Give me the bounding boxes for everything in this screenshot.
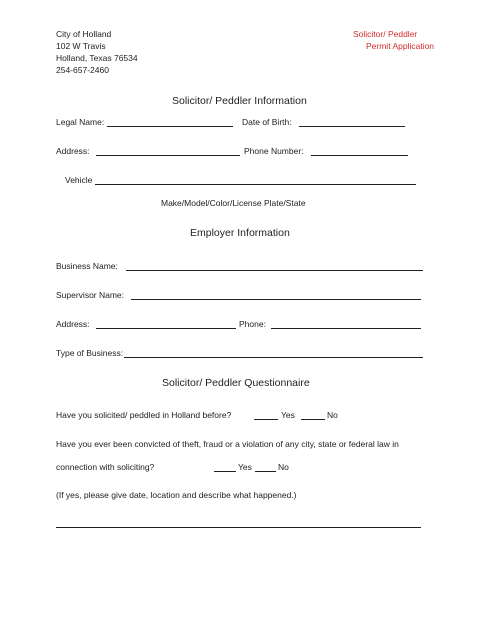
org-name: City of Holland xyxy=(56,29,112,39)
org-address-line1: 102 W Travis xyxy=(56,41,106,51)
vehicle-label: Vehicle xyxy=(65,175,93,185)
dob-label: Date of Birth: xyxy=(242,117,292,127)
question1-no-label: No xyxy=(327,410,338,420)
question1-text: Have you solicited/ peddled in Holland before? xyxy=(56,410,232,420)
business-name-input-line[interactable] xyxy=(126,270,423,271)
address-input-line[interactable] xyxy=(96,155,240,156)
vehicle-hint: Make/Model/Color/License Plate/State xyxy=(161,198,306,208)
employer-phone-input-line[interactable] xyxy=(271,328,421,329)
dob-input-line[interactable] xyxy=(299,126,405,127)
legal-name-input-line[interactable] xyxy=(107,126,233,127)
phone-number-label: Phone Number: xyxy=(244,146,304,156)
business-type-label: Type of Business: xyxy=(56,348,124,358)
employer-address-input-line[interactable] xyxy=(96,328,236,329)
question2-text-line1: Have you ever been convicted of theft, fraud or a violation of any city, state or federal law in xyxy=(56,439,399,449)
supervisor-name-input-line[interactable] xyxy=(131,299,421,300)
doc-title-line2: Permit Application xyxy=(366,41,435,51)
section-title-employer-info: Employer Information xyxy=(190,227,290,239)
employer-phone-label: Phone: xyxy=(239,319,266,329)
business-type-input-line[interactable] xyxy=(124,357,423,358)
vehicle-input-line[interactable] xyxy=(95,184,416,185)
question2-yes-blank[interactable] xyxy=(214,471,236,472)
doc-title-line1: Solicitor/ Peddler xyxy=(353,29,418,39)
supervisor-name-label: Supervisor Name: xyxy=(56,290,125,300)
employer-address-label: Address: xyxy=(56,319,90,329)
section-title-questionnaire: Solicitor/ Peddler Questionnaire xyxy=(162,377,310,389)
question2-no-blank[interactable] xyxy=(255,471,276,472)
question1-yes-blank[interactable] xyxy=(254,419,278,420)
org-phone: 254-657-2460 xyxy=(56,65,109,75)
question2-text-line2: connection with soliciting? xyxy=(56,462,155,472)
business-name-label: Business Name: xyxy=(56,261,118,271)
legal-name-label: Legal Name: xyxy=(56,117,105,127)
question1-yes-label: Yes xyxy=(281,410,295,420)
section-title-solicitor-info: Solicitor/ Peddler Information xyxy=(172,95,307,107)
explanation-input-line[interactable] xyxy=(56,527,421,528)
question1-no-blank[interactable] xyxy=(301,419,325,420)
question2-yes-label: Yes xyxy=(238,462,252,472)
question2-no-label: No xyxy=(278,462,289,472)
address-label: Address: xyxy=(56,146,90,156)
org-address-line2: Holland, Texas 76534 xyxy=(56,53,138,63)
question2-note: (If yes, please give date, location and describe what happened.) xyxy=(56,490,297,500)
phone-number-input-line[interactable] xyxy=(311,155,408,156)
